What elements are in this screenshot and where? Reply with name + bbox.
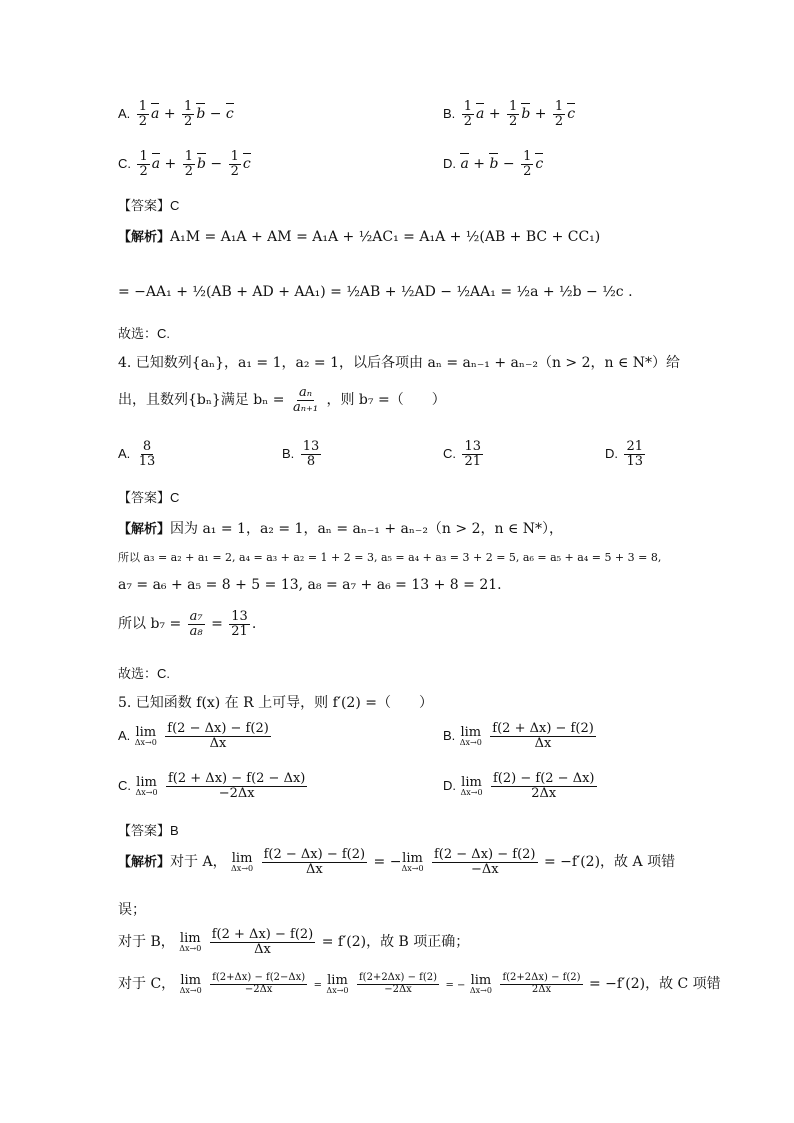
q4-analysis-2: 所以 a₃ = a₂ + a₁ = 2, a₄ = a₃ + a₂ = 1 + 2 = 3, a₅ = a₄ + a₃ = 3 + 2 = 5, a₆ = a₅ + a₄ = 5 + 3 = 8, <box>118 551 662 564</box>
q3-option-d: D. a + b − $\frac{1}{2}$ c <box>443 149 544 179</box>
q5-analysis-a-cont: 误； <box>118 902 146 918</box>
q5-answer: 【答案】B <box>118 823 179 838</box>
q5-option-c: C. lim Δx→0 $\frac{f(2 + \Delta x) - f(2 - \Delta x)}{-2\Delta x}$ <box>118 771 306 801</box>
q3-option-b: B. $\frac{1}{2}$ a + $\frac{1}{2}$ b + $\frac{1}{2}$ c <box>443 99 576 129</box>
q4-option-b: B. $\frac{13}{8}$ <box>282 439 320 469</box>
q4-option-c: C. $\frac{13}{21}$ <box>443 439 481 469</box>
option-label: B. <box>443 106 456 122</box>
q4-conclusion: 故选：C. <box>118 666 171 681</box>
q5-stem: 5. 已知函数 f(x) 在 R 上可导，则 f′(2) =（ ） <box>118 695 433 711</box>
q5-analysis-a: 【解析】对于 A， lim Δx→0 $\frac{f(2 - \Delta x) - f(2)}{\Delta x}$ = − lim Δx→0 $\frac{f(2 - \Delta x) - f(2)}{-\Delta x}$ = −f′(2)，故 A 项错 <box>118 847 676 877</box>
q5-analysis-c: 对于 C， lim Δx→0 $\frac{f(2+\Delta x) - f(2-\Delta x)}{-2\Delta x}$ = lim Δx→0 $\frac{f(2+2\Delta x) - f(2)}{-2\Delta x}$ = − lim Δx→0 $\frac{f(2+2\Delta x) - f(2)}{2\Delta x}$ = −f′(2)，故 C 项错 <box>118 972 721 995</box>
q4-option-a: A. $\frac{8}{13}$ <box>118 439 156 469</box>
q4-stem-1: 4. 已知数列{aₙ}，a₁ = 1，a₂ = 1，以后各项由 aₙ = aₙ₋₁ + aₙ₋₂（n > 2，n ∈ N*）给 <box>118 355 681 371</box>
q3-option-c: C. $\frac{1}{2}$ a + $\frac{1}{2}$ b − $\frac{1}{2}$ c <box>118 149 251 179</box>
q3-analysis-1: 【解析】A₁M = A₁A + AM = A₁A + ½AC₁ = A₁A + ½(AB + BC + CC₁) <box>118 229 601 245</box>
option-label: A. <box>118 106 131 122</box>
q4-answer: 【答案】C <box>118 490 180 505</box>
q5-option-a: A. lim Δx→0 $\frac{f(2 - \Delta x) - f(2)}{\Delta x}$ <box>118 721 269 751</box>
q3-answer: 【答案】C <box>118 198 180 213</box>
q5-analysis-b: 对于 B， lim Δx→0 $\frac{f(2 + \Delta x) - f(2)}{\Delta x}$ = f′(2)，故 B 项正确； <box>118 927 470 957</box>
q3-conclusion: 故选：C. <box>118 326 171 341</box>
q5-option-d: D. lim Δx→0 $\frac{f(2) - f(2 - \Delta x)}{2\Delta x}$ <box>443 771 595 801</box>
q3-analysis-2: = −AA₁ + ½(AB + AD + AA₁) = ½AB + ½AD − ½AA₁ = ½a + ½b − ½c . <box>118 284 633 300</box>
option-label: D. <box>443 156 456 172</box>
option-label: C. <box>118 156 131 172</box>
q4-stem-2: 出，且数列{bₙ}满足 bₙ = $\frac{\text{aₙ}}{\text{aₙ₊₁}}$ ，则 b₇ =（ ） <box>118 385 446 415</box>
q5-option-b: B. lim Δx→0 $\frac{f(2 + \Delta x) - f(2)}{\Delta x}$ <box>443 721 594 751</box>
q4-analysis-4: 所以 b₇ = $\frac{\text{a₇}}{\text{a₈}}$ = $\frac{13}{21}$ . <box>118 609 257 639</box>
q3-option-a: A. $\frac{1}{2}$ a + $\frac{1}{2}$ b − c <box>118 99 234 129</box>
q4-option-d: D. $\frac{21}{13}$ <box>605 439 643 469</box>
q4-analysis-1: 【解析】因为 a₁ = 1，a₂ = 1，aₙ = aₙ₋₁ + aₙ₋₂（n > 2，n ∈ N*）， <box>118 521 564 537</box>
q4-analysis-3: a₇ = a₆ + a₅ = 8 + 5 = 13, a₈ = a₇ + a₆ = 13 + 8 = 21. <box>118 577 502 593</box>
